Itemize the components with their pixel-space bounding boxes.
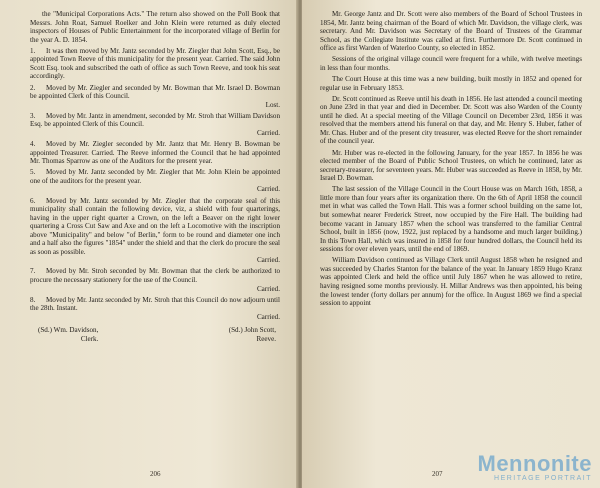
- left-paragraph: [30, 84, 280, 110]
- left-page-text: [30, 10, 280, 343]
- watermark-logo-text: Mennonite: [477, 451, 592, 476]
- right-paragraph: William Davidson continued as Village Clerk until August 1858 when he resigned and was succeeded by Charles Stanton for the balance of the year. In January 1859 Hugo Kranz was appointed Clerk and held the office until July 1867 when he was allowed to retire, having resigned some months previously. H. Millar Andrews was then appointed, his being the lowest tender (forty dollars per annum) for the office. In August 1869 we find a special session to appoint: [320, 256, 582, 308]
- motion-number: 1.: [30, 46, 36, 55]
- motion-number: 8.: [30, 295, 36, 304]
- left-page: [0, 0, 298, 488]
- motion-result: Carried.: [256, 185, 280, 194]
- left-paragraph: [30, 296, 280, 322]
- right-paragraph: The Court House at this time was a new building, built mostly in 1852 and opened for regular use in February 1853.: [320, 75, 582, 92]
- motion-result: Carried.: [256, 256, 280, 265]
- motion-result: Carried.: [256, 284, 280, 293]
- watermark-tagline: HERITAGE PORTRAIT: [494, 475, 592, 482]
- signature-name: (Sd.) Wm. Davidson,: [38, 326, 99, 335]
- signature-name: (Sd.) John Scott,: [228, 326, 276, 335]
- paragraph-text: Moved by Mr. Ziegler and seconded by Mr. Bowman that Mr. Israel D. Bowman be appointed Clerk of this Council.: [30, 83, 280, 101]
- paragraph-text: It was then moved by Mr. Jantz seconded by Mr. Ziegler that John Scott, Esq., be appointed Town Reeve of this municipality for the present year. Carried. The said John Scott Esq. took and subscribed the oath of office as such Town Reeve, and took his seat accordingly.: [30, 46, 280, 81]
- motion-number: 2.: [30, 83, 36, 92]
- right-page: [302, 0, 600, 488]
- signature-block: [30, 326, 280, 343]
- motion-number: 6.: [30, 196, 36, 205]
- left-page-number: 206: [150, 470, 161, 478]
- left-paragraph: [30, 140, 280, 166]
- paragraph-text: Moved by Mr. Jantz seconded by Mr. Ziegler that the corporate seal of this municipality shall contain the following device, viz, a shield with four quarterings, having in the upper right quarter a Crown, on the left a Beaver on the right lower quartering a Cross Cut Saw and Axe and on the left a Locomotive with the inscription above "Municipality" and below "of Berlin," form to be round and diameter one inch and a half also the figures "1854" under the shield and that the clerk do procure the seal as soon as possible.: [30, 196, 280, 256]
- left-paragraph: [30, 197, 280, 265]
- right-paragraph: Mr. George Jantz and Dr. Scott were also members of the Board of School Trustees in 1854, Mr. Jantz being chairman of the Board of which Mr. Davidson, the village clerk, was secretary. And Mr. Davidson was Secretary of the Board of Trustees of the Grammar School, as the Collegiate Institute was called at first. Furthermore Dr. Scott continued in office as first Warden of Waterloo County, so elected in 1852.: [320, 10, 582, 53]
- motion-result: Carried.: [256, 128, 280, 137]
- motion-number: 5.: [30, 168, 36, 177]
- right-page-number: 207: [432, 470, 443, 478]
- paragraph-text: the "Municipal Corporations Acts." The return also showed on the Poll Book that Messrs. John Roat, Samuel Roelker and John Klein were returned as duly elected inspectors of Houses of Public Entertainment for the incorporated village of Berlin for the year A. D. 1854.: [30, 10, 280, 44]
- paragraph-text: Moved by Mr. Jantz seconded by Mr. Stroh that this Council do now adjourn until the 28th. Instant.: [30, 295, 280, 313]
- reeve-signature: [229, 326, 276, 343]
- motion-number: 4.: [30, 140, 36, 149]
- right-paragraph: Mr. Huber was re-elected in the following January, for the year 1857. In 1856 he was elected member of the Board of Public School Trustees, on which he continued, later as secretary-treasurer, for seventeen years. Mr. Huber was succeeded as Reeve in 1858, by Mr. Israel D. Bowman.: [320, 148, 582, 183]
- motion-number: 3.: [30, 111, 36, 120]
- left-paragraph: [30, 168, 280, 194]
- clerk-signature: [38, 326, 98, 343]
- left-paragraph: [30, 10, 280, 44]
- motion-result: Lost.: [265, 100, 280, 109]
- mennonite-heritage-watermark: [478, 453, 593, 482]
- left-paragraph: [30, 47, 280, 81]
- paragraph-text: Moved by Mr. Stroh seconded by Mr. Bowman that the clerk be authorized to procure the necessary stationery for the use of the Council.: [30, 267, 280, 285]
- signature-title: Reeve.: [256, 334, 276, 343]
- signature-title: Clerk.: [80, 334, 99, 343]
- paragraph-text: Moved by Mr. Jantz seconded by Mr. Ziegler that Mr. John Klein be appointed one of the auditors for the present year.: [30, 168, 280, 185]
- left-paragraph: [30, 112, 280, 138]
- paragraph-text: Moved by Mr. Jantz in amendment, seconded by Mr. Stroh that William Davidson Esq. be appointed Clerk of this Council.: [30, 111, 280, 129]
- right-page-text: [320, 10, 582, 310]
- right-paragraph: Dr. Scott continued as Reeve until his death in 1856. He last attended a council meeting on June 23rd in that year and died in December. Dr. Scott was also Warden of the County until he died. At a special meeting of the Village Council on December 23rd, 1856 it was resolved that the members attend his funeral on that day, and Mr. Henry S. Huber, father of Mr. Chas. Huber and of the present city treasurer, was elected Reeve for the short remainder of the council year.: [320, 94, 582, 146]
- motion-number: 7.: [30, 267, 36, 276]
- motion-result: Carried.: [256, 312, 280, 321]
- paragraph-text: Moved by Mr. Ziegler seconded by Mr. Jantz that Mr. Henry B. Bowman be appointed Treasurer. Carried. The Reeve informed the Council that he had appointed Mr. Thomas Sparrow as one of the Auditors for the present year.: [30, 140, 280, 166]
- left-paragraph: [30, 267, 280, 293]
- right-paragraph: The last session of the Village Council in the Court House was on March 16th, 1858, a little more than four years after its organization there. On the 6th of April 1858 the council met in what was called the Town Hall. This was a former school building on the same lot, but somewhat nearer Frederick Street, now occupied by the Fire Hall. The building had become vacant in January 1857 when the school was transferred to the familiar Central School, built in 1856 (now, 1922, just replaced by a handsome and much larger building.) In this Town Hall, which was insured in 1858 for four hundred dollars, the Council held its sessions for over eleven years, until the end of 1869.: [320, 185, 582, 254]
- right-paragraph: Sessions of the original village council were frequent for a while, with twelve meetings in less than four months.: [320, 55, 582, 72]
